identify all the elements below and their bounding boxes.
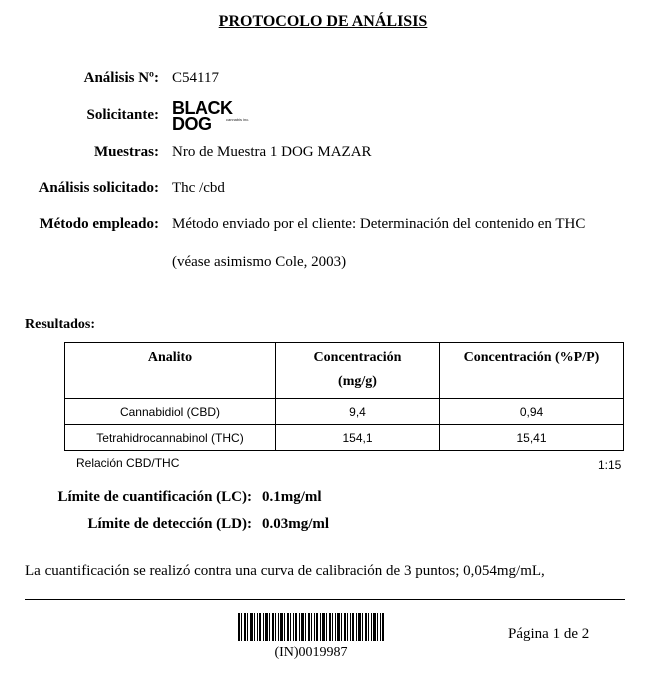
solicitante-label: Solicitante:: [86, 107, 159, 123]
metodo-value-line2: (véase asimismo Cole, 2003): [172, 254, 347, 270]
results-label: Resultados:: [25, 317, 96, 332]
analyte-cell: Tetrahidrocannabinol (THC): [65, 425, 276, 451]
pct-cell: 0,94: [440, 399, 624, 425]
metodo-value-line1: Método enviado por el cliente: Determinación del contenido en THC: [172, 216, 586, 232]
table-row: [65, 425, 624, 451]
header-analito-text: Analito: [147, 350, 193, 365]
mg-g-cell: 154,1: [276, 425, 440, 451]
ld-label: Límite de detección (LD):: [87, 516, 252, 532]
table-header-row: [65, 343, 624, 399]
lc-value: 0.1mg/ml: [262, 489, 322, 505]
footer-divider: [25, 599, 625, 600]
results-table: [64, 342, 624, 451]
analisis-solicitado-label: Análisis solicitado:: [38, 180, 159, 196]
pct-cell: 15,41: [440, 425, 624, 451]
barcode-number: (IN)0019987: [274, 645, 348, 660]
table-row: [65, 399, 624, 425]
page-number: Página 1 de 2: [508, 626, 590, 642]
muestras-label: Muestras:: [94, 144, 159, 160]
lc-label: Límite de cuantificación (LC):: [57, 489, 252, 505]
mg-g-cell: 9,4: [276, 399, 440, 425]
barcode-icon: [238, 613, 384, 641]
metodo-label: Método empleado:: [39, 216, 159, 232]
muestras-value: Nro de Muestra 1 DOG MAZAR: [172, 144, 372, 160]
header-analito: [65, 343, 276, 399]
header-concentracion-pct: [440, 343, 624, 399]
black-dog-logo: [172, 100, 272, 134]
header-pct-text: Concentración (%P/P): [463, 350, 600, 365]
logo-text-line2: DOG: [172, 114, 212, 134]
logo-tagline: cannabis inc.: [226, 117, 250, 122]
header-unit-text: (mg/g): [338, 374, 377, 389]
ratio-label: Relación CBD/THC: [76, 456, 180, 470]
analisis-solicitado-value: Thc /cbd: [172, 180, 225, 196]
ld-value: 0.03mg/ml: [262, 516, 330, 532]
calibration-note: La cuantificación se realizó contra una curva de calibración de 3 puntos; 0,054mg/mL,: [25, 563, 545, 579]
document-title: PROTOCOLO DE ANÁLISIS: [218, 13, 428, 30]
header-concentracion-text: Concentración: [313, 350, 402, 365]
header-concentracion-mg: [276, 343, 440, 399]
analyte-cell: Cannabidiol (CBD): [65, 399, 276, 425]
ratio-value: 1:15: [598, 458, 622, 472]
logo-text-line1: BLACK: [172, 98, 233, 118]
analisis-label: Análisis Nº:: [83, 70, 159, 86]
analisis-value: C54117: [172, 70, 219, 86]
